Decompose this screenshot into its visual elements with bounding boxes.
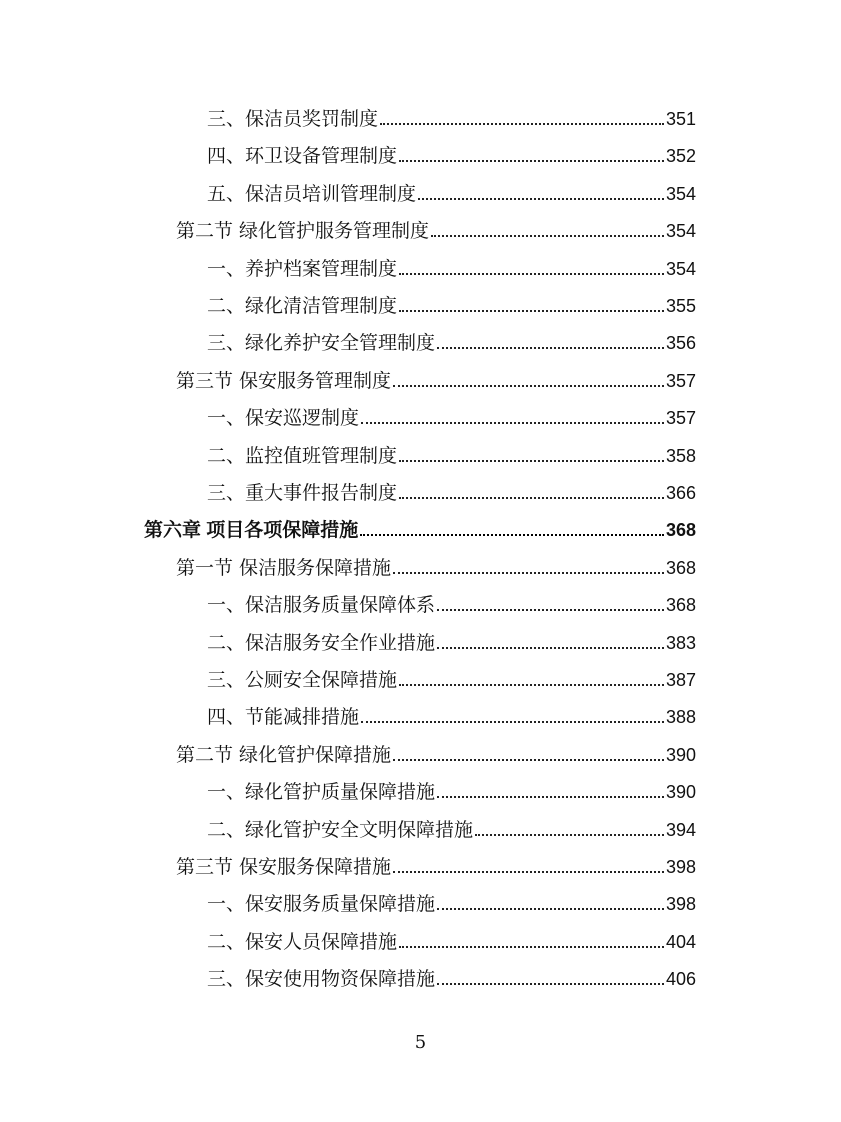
dot-leader: [431, 235, 664, 237]
toc-entry-page: 388: [665, 707, 696, 728]
toc-entry-page: 368: [665, 595, 696, 616]
toc-entry-item[interactable]: [207, 927, 696, 957]
dot-leader: [393, 385, 664, 387]
toc-entry-label: 第二节 绿化管护保障措施: [176, 743, 392, 766]
page-number: 5: [414, 1032, 427, 1053]
dot-leader: [475, 834, 664, 836]
dot-leader: [399, 946, 664, 948]
toc-entry-item[interactable]: [207, 889, 696, 919]
toc-entry-label: 三、绿化养护安全管理制度: [207, 332, 436, 355]
toc-entry-item[interactable]: [207, 254, 696, 284]
toc-entry-page: 358: [665, 445, 696, 466]
toc-entry-label: 一、养护档案管理制度: [207, 257, 398, 280]
toc-entry-page: 356: [665, 333, 696, 354]
dot-leader: [437, 647, 664, 649]
dot-leader: [360, 534, 664, 536]
toc-entry-page: 351: [665, 109, 696, 129]
toc-entry-item[interactable]: [207, 590, 696, 620]
toc-entry-label: 第六章 项目各项保障措施: [144, 520, 359, 542]
toc-entry-label: 二、保洁服务安全作业措施: [207, 631, 436, 654]
toc-entry-item[interactable]: [207, 141, 696, 171]
toc-entry-item[interactable]: [207, 628, 696, 658]
toc-entry-section[interactable]: [176, 553, 696, 583]
dot-leader: [393, 759, 664, 761]
toc-entry-item[interactable]: [207, 403, 696, 433]
toc-entry-page: 366: [665, 483, 696, 503]
toc-entry-item[interactable]: [207, 815, 696, 845]
dot-leader: [437, 908, 664, 910]
toc-entry-page: 354: [665, 221, 696, 242]
toc-entry-page: 368: [665, 557, 696, 578]
toc-entry-item[interactable]: [207, 291, 696, 321]
toc-entry-section[interactable]: [176, 366, 696, 396]
toc-entry-label: 三、公厕安全保障措施: [207, 669, 398, 691]
toc-entry-page: 354: [665, 183, 696, 204]
toc-entry-section[interactable]: [176, 740, 696, 770]
toc-entry-page: 406: [665, 969, 696, 990]
dot-leader: [361, 422, 664, 424]
toc-entry-page: 355: [665, 296, 696, 316]
toc-entry-item[interactable]: [207, 777, 696, 807]
toc-entry-label: 三、保安使用物资保障措施: [207, 968, 436, 991]
dot-leader: [393, 871, 664, 873]
toc-entry-item[interactable]: [207, 665, 696, 695]
toc-entry-label: 一、保安服务质量保障措施: [207, 893, 436, 916]
toc-entry-page: 354: [665, 258, 696, 279]
toc-entry-chapter[interactable]: [144, 515, 696, 545]
toc-entry-section[interactable]: [176, 852, 696, 882]
toc-entry-label: 第二节 绿化管护服务管理制度: [176, 220, 430, 243]
dot-leader: [399, 684, 664, 686]
toc-entry-page: 352: [665, 146, 696, 167]
toc-entry-label: 四、环卫设备管理制度: [207, 145, 398, 168]
dot-leader: [437, 983, 664, 985]
toc-entry-item[interactable]: [207, 104, 696, 134]
dot-leader: [437, 609, 664, 611]
toc-entry-page: 357: [665, 408, 696, 429]
toc-entry-page: 387: [665, 670, 696, 690]
toc-entry-page: 394: [665, 819, 696, 840]
toc-entry-item[interactable]: [207, 179, 696, 209]
toc-entry-page: 357: [665, 370, 696, 391]
dot-leader: [399, 310, 664, 312]
dot-leader: [399, 160, 664, 162]
toc-entry-label: 三、保洁员奖罚制度: [207, 108, 379, 130]
toc-entry-label: 第一节 保洁服务保障措施: [176, 556, 392, 579]
toc-entry-label: 二、绿化管护安全文明保障措施: [207, 818, 474, 841]
toc-entry-section[interactable]: [176, 216, 696, 246]
toc-entry-label: 五、保洁员培训管理制度: [207, 182, 417, 205]
toc-entry-page: 390: [665, 782, 696, 803]
toc-entry-page: 398: [665, 857, 696, 877]
dot-leader: [399, 273, 664, 275]
dot-leader: [361, 721, 664, 723]
toc-entry-label: 第三节 保安服务管理制度: [176, 369, 392, 392]
toc-entry-item[interactable]: [207, 702, 696, 732]
toc-entry-label: 二、绿化清洁管理制度: [207, 295, 398, 317]
dot-leader: [399, 460, 664, 462]
toc-entry-page: 383: [665, 632, 696, 653]
dot-leader: [437, 796, 664, 798]
dot-leader: [399, 497, 664, 499]
toc-entry-label: 二、保安人员保障措施: [207, 930, 398, 953]
toc-entry-page: 404: [665, 931, 696, 952]
toc-entry-page: 390: [665, 744, 696, 765]
toc-entry-item[interactable]: [207, 478, 696, 508]
toc-entry-label: 四、节能减排措施: [207, 706, 360, 729]
toc-entry-item[interactable]: [207, 964, 696, 994]
dot-leader: [380, 123, 664, 125]
toc-entry-page: 368: [665, 520, 696, 541]
dot-leader: [437, 347, 664, 349]
dot-leader: [418, 198, 664, 200]
toc-entry-label: 第三节 保安服务保障措施: [176, 856, 392, 878]
toc-entry-label: 二、监控值班管理制度: [207, 444, 398, 467]
toc-entry-label: 三、重大事件报告制度: [207, 482, 398, 504]
toc-entry-item[interactable]: [207, 328, 696, 358]
toc-entry-label: 一、保安巡逻制度: [207, 407, 360, 430]
dot-leader: [393, 572, 664, 574]
toc-entry-page: 398: [665, 894, 696, 915]
toc-entry-item[interactable]: [207, 441, 696, 471]
toc-entry-label: 一、绿化管护质量保障措施: [207, 781, 436, 804]
toc-entry-label: 一、保洁服务质量保障体系: [207, 594, 436, 617]
